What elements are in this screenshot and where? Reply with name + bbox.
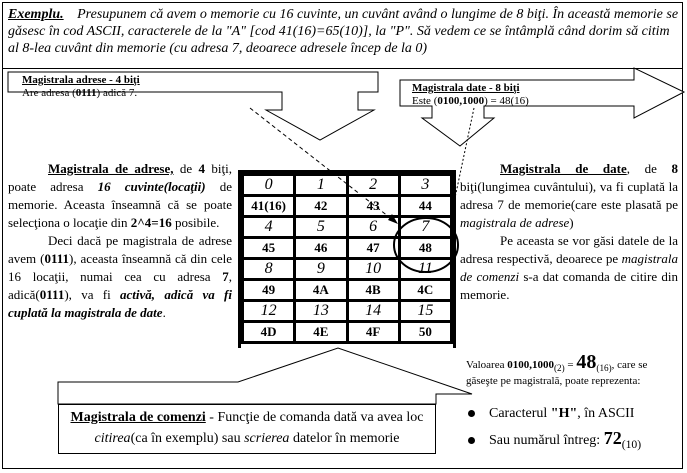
memory-value-cell: 43 [347,196,399,217]
bullet-icon [468,410,475,417]
memory-value-cell: 45 [243,238,295,259]
memory-address-cell: 2 [347,175,399,196]
memory-value-cell: 48 [399,238,451,259]
memory-value-cell: 4A [295,280,347,301]
memory-value-cell: 4E [295,322,347,343]
memory-value-cell: 47 [347,238,399,259]
intro-text: Presupunem că avem o memorie cu 16 cuvinte, un cuvânt având o lungime de 8 biţi. În această memorie se găsesc în cod ASCII, caracterele de la "A" [cod 41(16)=65(10)], la "P". Să vedem ce se întâmplă când dorim să citim al 8-lea cuvânt din memorie (cu adresa 7, deoarece adresele încep de la 0) [8,7,679,56]
memory-address-cell: 15 [399,301,451,322]
memory-grid [238,170,456,348]
memory-value-row [243,322,452,343]
address-bus-callout: Magistrala adrese - 4 biţi Are adresa (0111) adică 7. [22,74,272,100]
memory-address-cell: 5 [295,217,347,238]
memory-address-cell: 14 [347,301,399,322]
memory-value-cell: 41(16) [243,196,295,217]
memory-value-cell: 42 [295,196,347,217]
memory-value-row [243,280,452,301]
memory-value-cell: 49 [243,280,295,301]
memory-address-row [243,217,452,238]
memory-address-cell: 0 [243,175,295,196]
memory-address-cell: 6 [347,217,399,238]
memory-address-cell: 4 [243,217,295,238]
memory-address-cell: 10 [347,259,399,280]
command-bus-arrow [58,348,472,404]
list-item: Sau numărul întreg: $72_{(10)}$ [468,426,678,457]
memory-value-cell: 44 [399,196,451,217]
memory-address-row [243,259,452,280]
memory-value-row [243,238,452,259]
command-bus-box: Magistrala de comenzi - Funcţie de comanda dată va avea loc citirea(ca în exemplu) sau scrierea datelor în memorie [58,404,436,454]
memory-address-row [243,301,452,322]
data-bus-explanation: Magistrala de date, de 8 biţi(lungimea cuvântului), va fi cuplată la adresa 7 de memorie(care este plasată pe magistrala de adrese) Pe aceasta se vor găsi datele de la adresa respectivă, deoarece pe magistrala de comenzi s-a dat comanda de citire din memorie. [460,161,678,302]
memory-value-cell: 4C [399,280,451,301]
value-note: Valoarea $0100,1000_{(2)} = 48_{(16)}$, care se găseşte pe magistrală, poate reprezenta: [466,351,648,388]
memory-value-row [243,196,452,217]
value-bullets [468,402,678,457]
memory-value-cell: 4D [243,322,295,343]
data-bus-callout: Magistrala date - 8 biţi Este (0100,1000) = 48(16) [412,82,632,108]
memory-address-cell: 1 [295,175,347,196]
memory-value-cell: 4B [347,280,399,301]
memory-address-cell: 8 [243,259,295,280]
memory-value-cell: 50 [399,322,451,343]
address-bus-callout-title: Magistrala adrese - 4 biţi [22,74,140,86]
address-bus-explanation: Magistrala de adrese, de 4 biţi, poate adresa 16 cuvinte(locaţii) de memorie. Aceasta înseamnă că se poate selecţiona o locaţie din 2^4=16 posibile. Deci dacă pe magistrala de adrese avem (0111), aceasta înseamnă că din cele 16 locaţii, numai cea cu adresa 7, adică(0111), va fi activă, adică va fi cuplată la magistrala de date. [8,161,232,320]
address-bus-heading: Magistrala de adrese, [48,161,174,176]
memory-address-cell: 3 [399,175,451,196]
data-bus-callout-title: Magistrala date - 8 biţi [412,82,520,94]
bullet-icon [468,437,475,444]
data-bus-heading: Magistrala de date [500,161,627,176]
memory-address-cell: 9 [295,259,347,280]
memory-value-cell: 4F [347,322,399,343]
memory-address-cell: 7 [399,217,451,238]
memory-value-cell: 46 [295,238,347,259]
list-item: Caracterul "H", în ASCII [468,402,678,426]
memory-address-cell: 13 [295,301,347,322]
memory-address-row [243,175,452,196]
memory-address-cell: 11 [399,259,451,280]
command-bus-heading: Magistrala de comenzi [70,410,206,425]
memory-address-cell: 12 [243,301,295,322]
intro-label: Exemplu. [8,7,64,22]
